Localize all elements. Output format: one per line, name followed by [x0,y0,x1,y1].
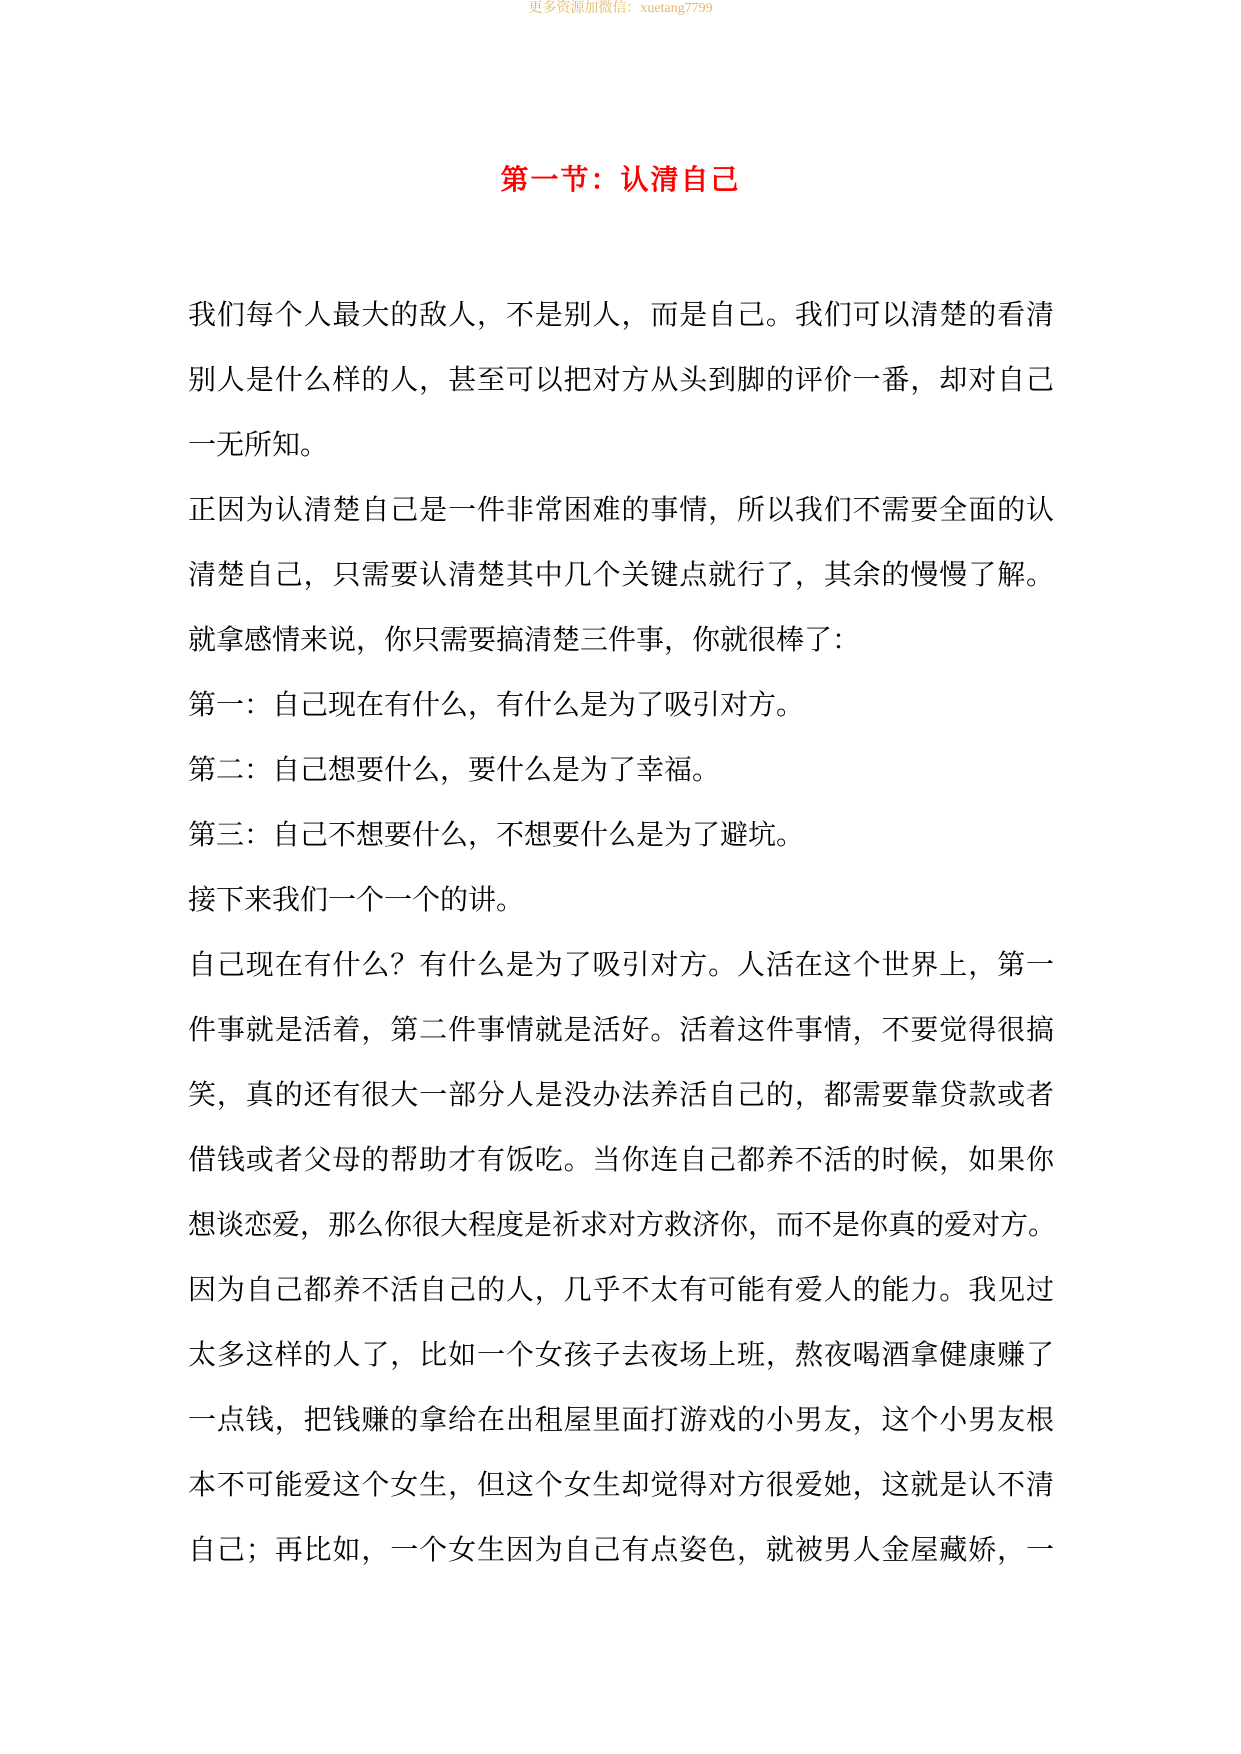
body-line: 清楚自己，只需要认清楚其中几个关键点就行了，其余的慢慢了解。 [188,558,1054,591]
body-line: 正因为认清楚自己是一件非常困难的事情，所以我们不需要全面的认 [188,493,1054,526]
body-line: 借钱或者父母的帮助才有饭吃。当你连自己都养不活的时候，如果你 [188,1143,1054,1176]
body-line: 太多这样的人了，比如一个女孩子去夜场上班，熬夜喝酒拿健康赚了 [188,1338,1054,1371]
body-line: 第三：自己不想要什么，不想要什么是为了避坑。 [188,818,805,851]
body-line: 第一：自己现在有什么，有什么是为了吸引对方。 [188,688,805,721]
body-line: 自己；再比如，一个女生因为自己有点姿色，就被男人金屋藏娇，一 [188,1533,1054,1566]
document-title: 第一节：认清自己 [500,163,741,196]
body-line: 一点钱，把钱赚的拿给在出租屋里面打游戏的小男友，这个小男友根 [188,1403,1054,1436]
body-line: 第二：自己想要什么，要什么是为了幸福。 [188,753,721,786]
body-line: 我们每个人最大的敌人，不是别人，而是自己。我们可以清楚的看清 [188,298,1054,331]
body-line: 想谈恋爱，那么你很大程度是祈求对方救济你，而不是你真的爱对方。 [188,1208,1057,1241]
body-line: 因为自己都养不活自己的人，几乎不太有可能有爱人的能力。我见过 [188,1273,1054,1306]
body-line: 一无所知。 [188,428,329,461]
body-line: 件事就是活着，第二件事情就是活好。活着这件事情，不要觉得很搞 [188,1013,1054,1046]
body-line: 别人是什么样的人，甚至可以把对方从头到脚的评价一番，却对自己 [188,363,1054,396]
body-line: 自己现在有什么？有什么是为了吸引对方。人活在这个世界上，第一 [188,948,1054,981]
body-line: 笑，真的还有很大一部分人是没办法养活自己的，都需要靠贷款或者 [188,1078,1054,1111]
body-line: 本不可能爱这个女生，但这个女生却觉得对方很爱她，这就是认不清 [188,1468,1054,1501]
body-line: 就拿感情来说，你只需要搞清楚三件事，你就很棒了： [188,623,861,656]
document-body [188,282,1057,1582]
page-header-watermark: 更多资源加微信：xuetang7799 [528,1,713,16]
body-line: 接下来我们一个一个的讲。 [188,883,525,916]
